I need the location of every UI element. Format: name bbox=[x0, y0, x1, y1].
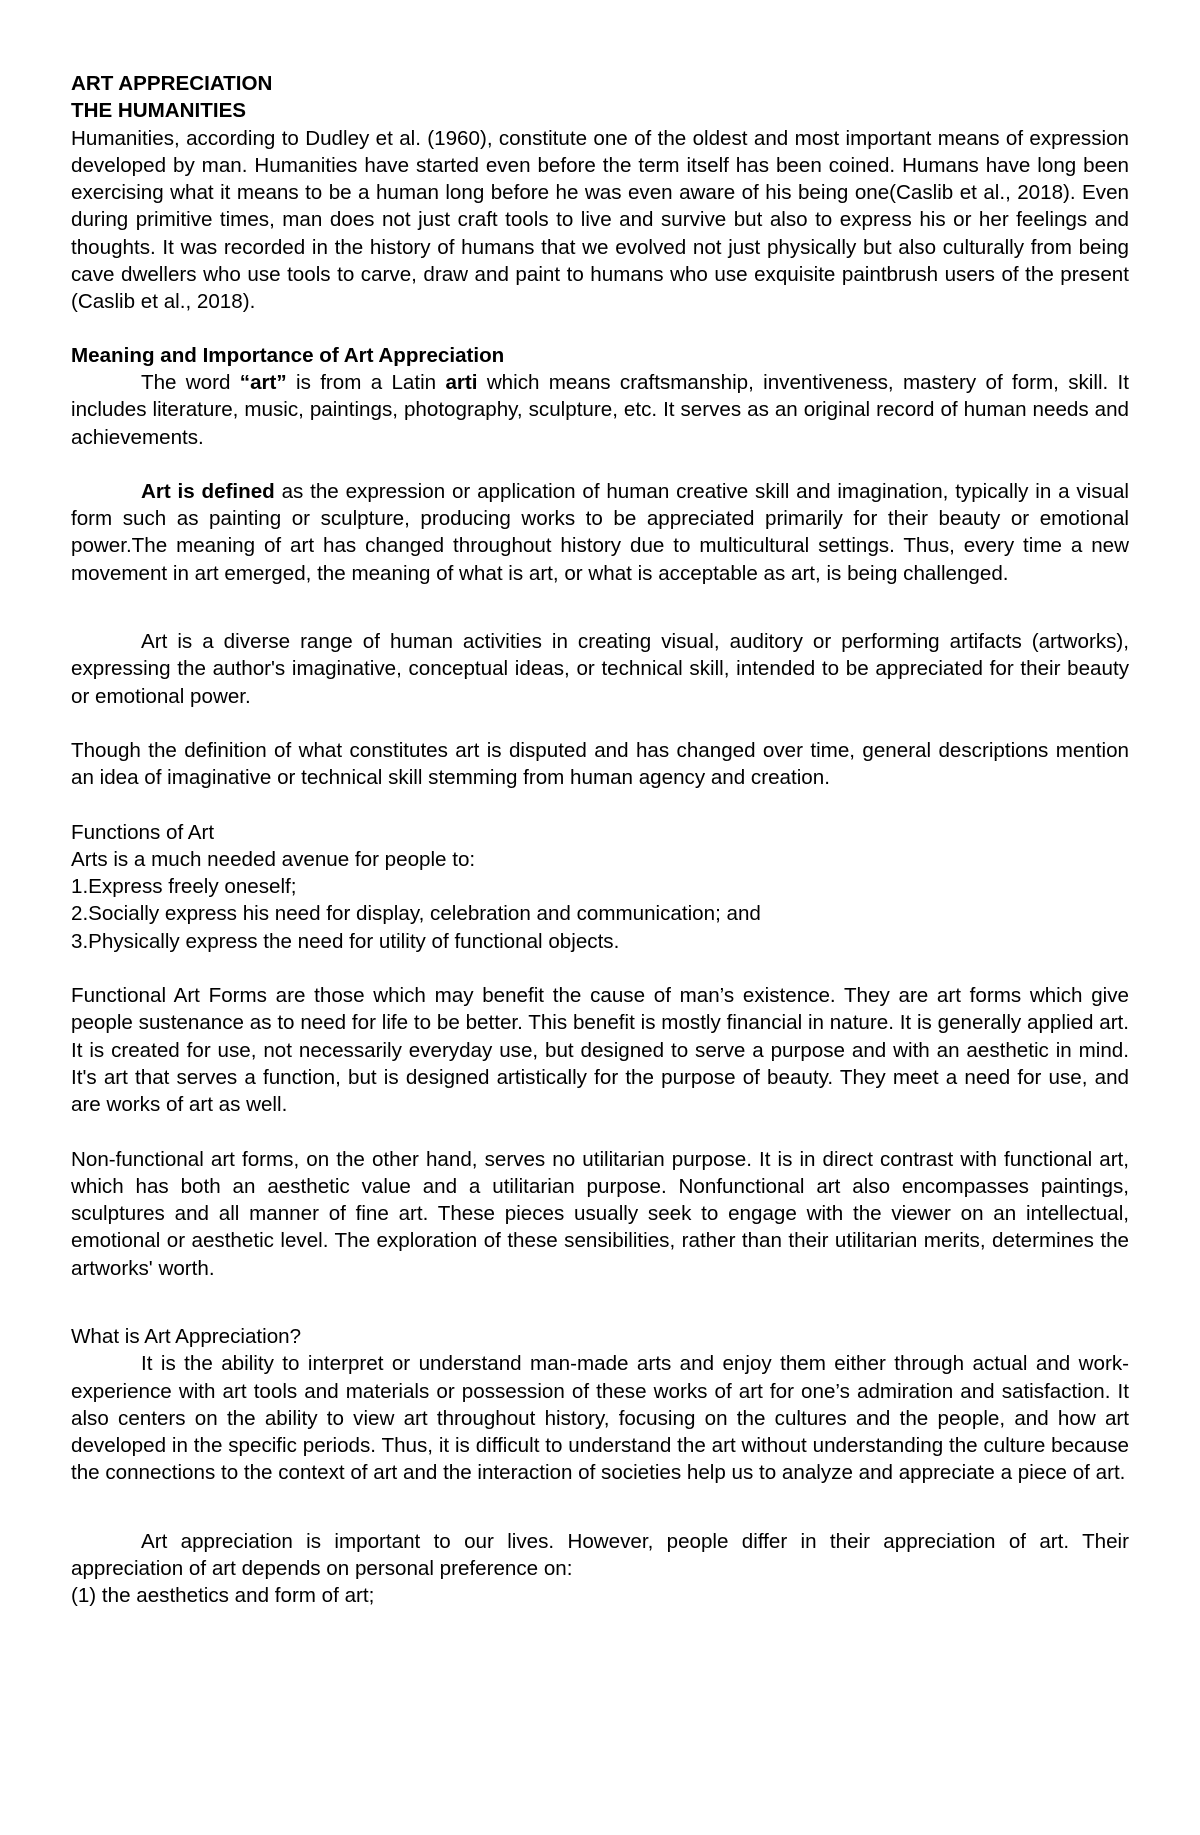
meaning-p1-text-2: is from a Latin bbox=[286, 370, 446, 394]
meaning-p1-bold-art: “art” bbox=[239, 370, 287, 394]
functions-list-item: 2.Socially express his need for display, celebration and communication; and bbox=[71, 902, 761, 926]
nonfunctional-art-paragraph: Non-functional art forms, on the other hand, serves no utilitarian purpose. It is in direct contrast with functional art, which has both an aesthetic value and a utilitarian purpose. Nonfunctional art also encompasses paintings, sculptures and all manner of fine art. These pieces usually seek to engage with the viewer on an intellectual, emotional or aesthetic level. The exploration of these sensibilities, rather than their utilitarian merits, determines the artworks' worth. bbox=[71, 1147, 1129, 1280]
humanities-heading: THE HUMANITIES bbox=[71, 99, 247, 123]
functions-list-item: 3.Physically express the need for utility of functional objects. bbox=[71, 929, 620, 953]
meaning-paragraph-definition bbox=[71, 478, 1129, 587]
document-page bbox=[71, 70, 1129, 1610]
meaning-p2-text: as the expression or application of human creative skill and imagination, typically in a visual form such as painting or sculpture, producing works to be appreciated primarily for their beauty or emotional power.The meaning of art has changed throughout history due to multicultural settings. Thus, every time a new movement in art emerged, the meaning of what is art, or what is acceptable as art, is being challenged. bbox=[71, 479, 1129, 585]
meaning-paragraph-art-word bbox=[71, 369, 1129, 451]
meaning-p1-bold-arti: arti bbox=[445, 370, 478, 394]
meaning-p1-text-1: The word bbox=[141, 370, 240, 394]
appreciation-paragraph-definition: It is the ability to interpret or understand man-made arts and enjoy them either through actual and work-experience with art tools and materials or possession of these works of art for one’s admiration and satisfaction. It also centers on the ability to view art throughout history, focusing on the cultures and the people, and how art developed in the specific periods. Thus, it is difficult to understand the art without understanding the culture because the connections to the context of art and the interaction of societies help us to analyze and appreciate a piece of art. bbox=[71, 1352, 1129, 1485]
meaning-paragraph-definition-disputed: Though the definition of what constitutes art is disputed and has changed over time, general descriptions mention an idea of imaginative or technical skill stemming from human agency and creation. bbox=[71, 738, 1129, 790]
appreciation-heading: What is Art Appreciation? bbox=[71, 1324, 302, 1348]
functions-heading: Functions of Art bbox=[71, 820, 215, 844]
appreciation-paragraph-importance: Art appreciation is important to our lives. However, people differ in their appreciation of art. Their appreciation of art depends on personal preference on: bbox=[71, 1529, 1129, 1581]
functions-intro: Arts is a much needed avenue for people to: bbox=[71, 847, 476, 871]
meaning-heading: Meaning and Importance of Art Appreciation bbox=[71, 343, 505, 367]
functions-list-item: 1.Express freely oneself; bbox=[71, 875, 297, 899]
meaning-p1-text-3: which means craftsmanship, inventiveness, mastery of form, skill. It includes literature, music, paintings, photography, sculpture, etc. It serves as an original record of human needs and achievements. bbox=[71, 370, 1130, 449]
meaning-paragraph-diverse-range: Art is a diverse range of human activities in creating visual, auditory or performing artifacts (artworks), expressing the author's imaginative, conceptual ideas, or technical skill, intended to be appreciated for their beauty or emotional power. bbox=[71, 630, 1129, 708]
document-title: ART APPRECIATION bbox=[71, 72, 273, 95]
humanities-paragraph: Humanities, according to Dudley et al. (1960), constitute one of the oldest and most important means of expression developed by man. Humanities have started even before the term itself has been coined. Humans have long been exercising what it means to be a human long before he was even aware of his being one(Caslib et al., 2018). Even during primitive times, man does not just craft tools to live and survive but also to express his or her feelings and thoughts. It was recorded in the history of humans that we evolved not just physically but also culturally from being cave dwellers who use tools to carve, draw and paint to humans who use exquisite paintbrush users of the present (Caslib et al., 2018). bbox=[71, 126, 1129, 314]
appreciation-list-item: (1) the aesthetics and form of art; bbox=[71, 1584, 375, 1608]
functional-art-paragraph: Functional Art Forms are those which may benefit the cause of man’s existence. They are art forms which give people sustenance as to need for life to be better. This benefit is mostly financial in nature. It is generally applied art. It is created for use, not necessarily everyday use, but designed to serve a purpose and with an aesthetic in mind. It's art that serves a function, but is designed artistically for the purpose of beauty. They meet a need for use, and are works of art as well. bbox=[71, 984, 1129, 1117]
meaning-p2-bold: Art is defined bbox=[141, 479, 275, 503]
